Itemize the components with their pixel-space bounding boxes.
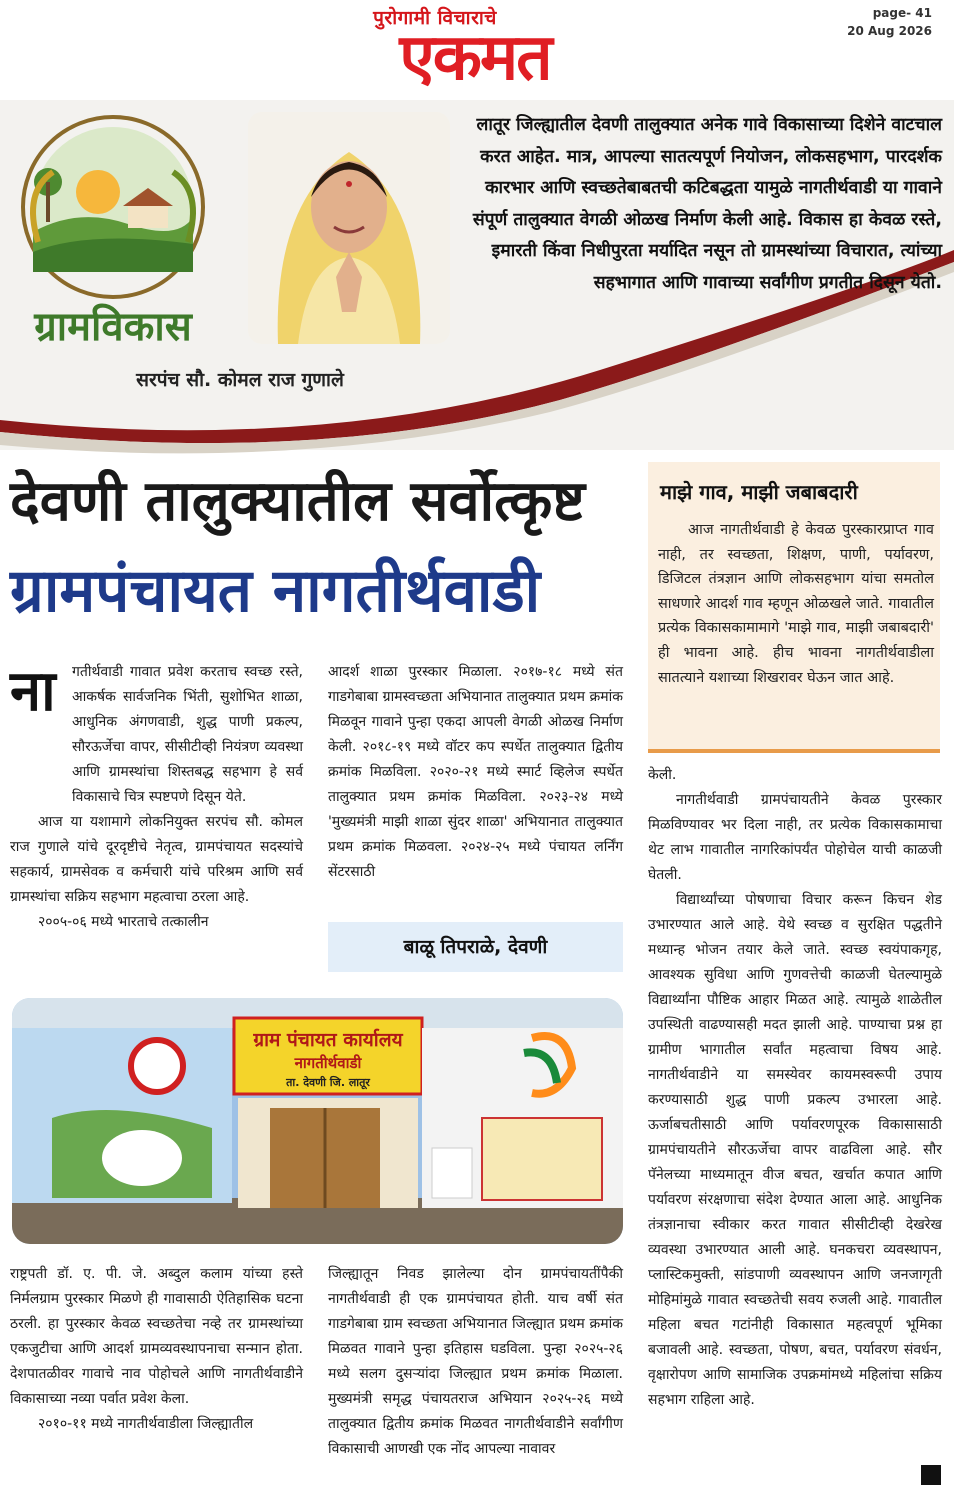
article-paragraph: जिल्ह्यातून निवड झालेल्या दोन ग्रामपंचायतींपैकी नागतीर्थवाडी ही एक ग्रामपंचायत होती. याच वर्षी संत गाडगेबाबा ग्राम स्वच्छता अभियानात जिल्ह्यात प्रथम क्रमांक मिळवत गावाने पुन्हा इतिहास घडविला. पुन्हा २०२५-२६ मध्ये सलग दुसऱ्यांदा जिल्ह्यात प्रथम क्रमांक मिळाला. मुख्यमंत्री समृद्ध पंचायतराज अभियान २०२५-२६ मध्ये तालुक्यात द्वितीय क्रमांक मिळवत नागतीर्थवाडीने सर्वांगीण विकासाची आणखी एक नोंद आपल्या नावावर [328,1266,623,1457]
logo-text: ग्रामविकास [34,304,192,350]
article-paragraph: गतीर्थवाडी गावात प्रवेश करताच स्वच्छ रस्ते, आकर्षक सार्वजनिक भिंती, सुशोभित शाळा, आधुनिक अंगणवाडी, शुद्ध पाणी प्रकल्प, सौरऊर्जेचा वापर, सीसीटीव्ही नियंत्रण व्यवस्था आणि ग्रामस्थांचा शिस्तबद्ध सहभाग हे सर्व विकासाचे चित्र स्पष्टपणे दिसून येते. [72,664,303,805]
article-paragraph: आज या यशामागे लोकनियुक्त सरपंच सौ. कोमल राज गुणाले यांचे दूरदृष्टीचे नेतृत्व, ग्रामपंचायत सदस्यांचे सहकार्य, ग्रामसेवक व कर्मचारी यांचे परिश्रम आणि सर्व ग्रामस्थांचा सक्रिय सहभाग महत्वाचा ठरला आहे. [10,814,303,905]
article-paragraph: विद्यार्थ्यांच्या पोषणाचा विचार करून किचन शेड उभारण्यात आले आहे. येथे स्वच्छ व सुरक्षित पद्धतीने मध्यान्ह भोजन तयार केले जाते. स्वच्छ स्वयंपाकगृह, आवश्यक सुविधा आणि गुणवत्तेची काळजी घेतल्यामुळे विद्यार्थ्यांना पौष्टिक आहार मिळत आहे. त्यामुळे शाळेतील उपस्थिती वाढण्यासही मदत झाली आहे. पाण्याचा प्रश्न हा ग्रामीण भागातील सर्वांत महत्वाचा विषय आहे. नागतीर्थवाडीने या समस्येवर कायमस्वरूपी उपाय करण्यासाठी शुद्ध पाणी प्रकल्प उभारला आहे. ऊर्जाबचतीसाठी आणि पर्यावरणपूरक विकासासाठी ग्रामपंचायतीने सौरऊर्जेचा वापर वाढविला आहे. सौर पॅनेलच्या माध्यमातून वीज बचत, खर्चात कपात आणि पर्यावरण संरक्षणाचा संदेश देण्यात आला आहे. आधुनिक तंत्रज्ञानाचा स्वीकार करत गावात सीसीटीव्ही देखरेख व्यवस्था उभारण्यात आली आहे. घनकचरा व्यवस्थापन, प्लास्टिकमुक्ती, सांडपाणी व्यवस्थापन आणि जनजागृती मोहिमांमुळे गावात स्वच्छतेची सवय रुजली आहे. गावातील महिला बचत गटांनीही विकासात महत्वपूर्ण भूमिका बजावली आहे. स्वच्छता, पोषण, बचत, पर्यावरण संवर्धन, वृक्षारोपण आणि सामाजिक उपक्रमांमध्ये महिलांचा सक्रिय सहभाग राहिला आहे. [648,892,942,1408]
page-date: 20 Aug 2026 [847,24,932,38]
sidebar-text: आज नागतीर्थवाडी हे केवळ पुरस्कारप्राप्त गाव नाही, तर स्वच्छता, शिक्षण, पाणी, पर्यावरण, डिजिटल तंत्रज्ञान आणि लोकसहभाग यांचा समतोल साधणारे आदर्श गाव म्हणून ओळखले जाते. गावातील प्रत्येक विकासकामामागे 'माझे गाव, माझी जबाबदारी' ही भावना आहे. हीच भावना नागतीर्थवाडीला सातत्याने यशाच्या शिखरावर घेऊन जात आहे. [658,522,934,686]
headline-line-2: ग्रामपंचायत नागतीर्थवाडी [10,556,541,626]
building-sign-line-3: ता. देवणी जि. लातूर [286,1076,370,1089]
article-paragraph: केली. [648,767,677,783]
article-paragraph: २०१०-११ मध्ये नागतीर्थवाडीला जिल्ह्यातील [38,1416,254,1432]
column-2-bottom [328,1262,623,1462]
page-number: page- 41 [872,6,932,20]
sidebar-title: माझे गाव, माझी जबाबदारी [660,480,858,504]
article-paragraph: नागतीर्थवाडी ग्रामपंचायतीने केवळ पुरस्कार मिळविण्यावर भर दिला नाही, तर प्रत्येक विकासकामाचा थेट लाभ गावातील नागरिकांपर्यंत पोहोचेल याची काळजी घेतली. [648,792,942,883]
sarpanch-photo [248,112,450,344]
column-2-top [328,660,623,885]
column-1-bottom [10,1262,303,1437]
article-paragraph: राष्ट्रपती डॉ. ए. पी. जे. अब्दुल कलाम यांच्या हस्ते निर्मलग्राम पुरस्कार मिळणे ही गावासाठी ऐतिहासिक घटना ठरली. हा पुरस्कार केवळ स्वच्छतेचा नव्हे तर ग्रामस्थांच्या एकजुटीचा आणि आदर्श ग्रामव्यवस्थापनाचा सन्मान होता. देशपातळीवर गावाचे नाव पोहोचले आणि नागतीर्थवाडीने विकासाच्या नव्या पर्वात प्रवेश केला. [10,1266,303,1407]
gramvikas-logo [8,112,218,352]
grampanchayat-office-photo [12,998,623,1244]
drop-cap: ना [10,659,56,724]
byline: बाळू तिपराळे, देवणी [328,922,623,972]
masthead-title: एकमत [399,21,551,95]
column-1-top [10,660,303,935]
article-paragraph: आदर्श शाळा पुरस्कार मिळाला. २०१७-१८ मध्ये संत गाडगेबाबा ग्रामस्वच्छता अभियानात तालुक्यात प्रथम क्रमांक मिळवून गावाने पुन्हा एकदा आपली वेगळी ओळख निर्माण केली. २०१८-१९ मध्ये वॉटर कप स्पर्धेत तालुक्यात द्वितीय क्रमांक मिळविला. २०२०-२१ मध्ये स्मार्ट व्हिलेज स्पर्धेत तालुक्यात प्रथम क्रमांक मिळविला. २०२३-२४ मध्ये 'मुख्यमंत्री माझी शाळा सुंदर शाळा' अभियानात तालुक्यात प्रथम क्रमांक मिळवला. २०२४-२५ मध्ये पंचायत लर्निंग सेंटरसाठी [328,664,623,880]
article-end-mark [921,1465,941,1485]
building-sign-line-1: ग्राम पंचायत कार्यालय [253,1029,403,1051]
column-3 [648,763,942,1413]
article-paragraph: २००५-०६ मध्ये भारताचे तत्कालीन [38,914,209,930]
building-sign-line-2: नागतीर्थवाडी [294,1054,362,1072]
headline-line-1: देवणी तालुक्यातील सर्वोत्कृष्ट [10,469,585,534]
sarpanch-caption: सरपंच सौ. कोमल राज गुणाले [136,369,344,391]
intro-paragraph: लातूर जिल्ह्यातील देवणी तालुक्यात अनेक गावे विकासाच्या दिशेने वाटचाल करत आहेत. मात्र, आपल्या सातत्यपूर्ण नियोजन, लोकसहभाग, पारदर्शक कारभार आणि स्वच्छतेबाबतची कटिबद्धता यामुळे नागतीर्थवाडी या गावाने संपूर्ण तालुक्यात वेगळी ओळख निर्माण केली आहे. विकास हा केवळ रस्ते, इमारती किंवा निधीपुरता मर्यादित नसून तो ग्रामस्थांच्या विचारात, त्यांच्या सहभागात आणि गावाच्या सर्वांगीण प्रगतीत दिसून येतो. [472,115,942,293]
masthead-subtitle: पुरोगामी विचाराचे [373,7,497,29]
